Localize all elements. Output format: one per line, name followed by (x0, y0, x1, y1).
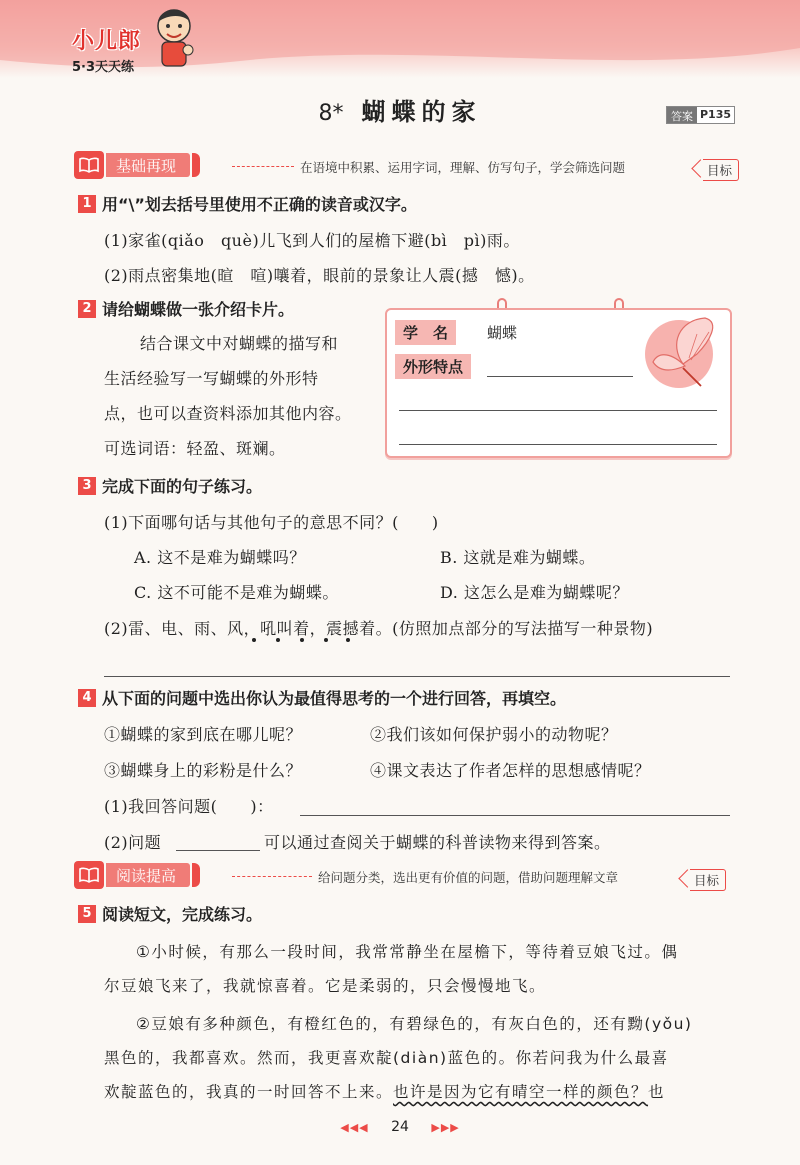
section-goal: 给问题分类，选出更有价值的问题，借助问题理解文章 (318, 870, 619, 885)
question-title: 阅读短文，完成练习。 (102, 905, 263, 924)
q3-option-c[interactable]: C. 这不可能不是难为蝴蝶。 (134, 583, 339, 602)
book-icon (74, 861, 104, 889)
card-name-value: 蝴蝶 (487, 324, 518, 342)
page-footer (0, 1119, 800, 1135)
question-title: 用“\”划去括号里使用不正确的读音或汉字。 (102, 195, 417, 214)
q4-blank[interactable] (176, 850, 260, 851)
left-arrows-icon: ◀◀◀ (340, 1121, 369, 1134)
question-2-header (78, 297, 294, 320)
q3-option-a[interactable]: A. 这不是难为蝴蝶吗？ (134, 548, 306, 567)
passage-line: 尔豆娘飞来了，我就惊喜着。它是柔弱的，只会慢慢地飞。 (104, 977, 547, 995)
goal-tag: 目标 (703, 159, 739, 181)
section-banner-basic (74, 150, 200, 180)
section-banner-reading (74, 860, 200, 890)
question-5-header (78, 902, 262, 925)
section-divider (232, 876, 312, 877)
right-arrows-icon: ▶▶▶ (431, 1121, 460, 1134)
q3-answer-line[interactable] (104, 676, 730, 677)
answer-label: 答案 (667, 107, 697, 123)
q2-desc-line: 可选词语：轻盈、斑斓。 (104, 439, 286, 458)
q1-item-1: (1)家雀(qiǎo què)儿飞到人们的屋檐下避(bì pì)雨。 (104, 231, 520, 250)
question-title: 请给蝴蝶做一张介绍卡片。 (102, 300, 295, 319)
question-title: 完成下面的句子练习。 (102, 477, 263, 496)
q4-answer-line[interactable] (300, 815, 730, 816)
goal-tag: 目标 (690, 869, 726, 891)
section-notch (192, 153, 200, 177)
q4-fill-1: (1)我回答问题( )： (104, 797, 274, 816)
passage-line: ①小时候，有那么一段时间，我常常静坐在屋檐下，等待着豆娘飞过。偶 (136, 943, 679, 961)
q2-desc-line: 点，也可以查资料添加其他内容。 (104, 404, 352, 423)
butterfly-intro-card (385, 308, 732, 458)
q3-option-d[interactable]: D. 这怎么是难为蝴蝶呢？ (440, 583, 629, 602)
question-title: 从下面的问题中选出你认为最值得思考的一个进行回答，再填空。 (102, 689, 567, 708)
section-label: 基础再现 (106, 153, 190, 177)
question-number: 5 (78, 905, 96, 923)
passage-text: 也 (648, 1083, 666, 1101)
answer-reference (666, 106, 735, 124)
q2-desc-line: 生活经验写一写蝴蝶的外形特 (104, 369, 319, 388)
q3-option-b[interactable]: B. 这就是难为蝴蝶。 (440, 548, 596, 567)
lesson-number: 8* (318, 101, 344, 126)
q4-item[interactable]: ①蝴蝶的家到底在哪儿呢？ (104, 725, 303, 744)
question-number: 2 (78, 300, 96, 318)
passage-text: 欢靛蓝色的，我真的一时回答不上来。 (104, 1083, 394, 1101)
q3-sub-1: (1)下面哪句话与其他句子的意思不同？( ) (104, 513, 439, 532)
card-answer-line[interactable] (399, 444, 717, 445)
question-1-header (78, 192, 417, 215)
brand-logo (72, 24, 141, 75)
question-number: 1 (78, 195, 96, 213)
book-icon (74, 151, 104, 179)
card-answer-line[interactable] (487, 376, 633, 377)
answer-page: P135 (697, 107, 734, 123)
q2-desc-line: 结合课文中对蝴蝶的描写和 (140, 334, 339, 353)
question-number: 4 (78, 689, 96, 707)
section-label: 阅读提高 (106, 863, 190, 887)
mascot-boy-icon (150, 4, 198, 72)
passage-line: ②豆娘有多种颜色，有橙红色的，有碧绿色的，有灰白色的，还有黝(yǒu) (136, 1015, 693, 1033)
passage-wavy-underline: 也许是因为它有晴空一样的颜色？ (393, 1083, 649, 1101)
emphasis-dots (248, 636, 368, 644)
q4-fill-2b: 可以通过查阅关于蝴蝶的科普读物来得到答案。 (264, 833, 611, 852)
card-answer-line[interactable] (399, 410, 717, 411)
question-4-header (78, 686, 566, 709)
passage-line: 黑色的，我都喜欢。然而，我更喜欢靛(diàn)蓝色的。你若问我为什么最喜 (104, 1049, 669, 1067)
q1-item-2: (2)雨点密集地(暄 喧)嚷着，眼前的景象让人震(撼 憾)。 (104, 266, 535, 285)
section-divider (232, 166, 294, 167)
section-goal: 在语境中积累、运用字词，理解、仿写句子，学会筛选问题 (300, 160, 626, 175)
q4-item[interactable]: ③蝴蝶身上的彩粉是什么？ (104, 761, 303, 780)
lesson-title-text: 蝴蝶的家 (361, 98, 482, 126)
brand-title: 小儿郎 (72, 29, 142, 54)
q4-item[interactable]: ④课文表达了作者怎样的思想感情呢？ (370, 761, 651, 780)
butterfly-icon (639, 314, 729, 390)
question-number: 3 (78, 477, 96, 495)
question-3-header (78, 474, 262, 497)
page-number: 24 (391, 1119, 409, 1135)
card-feature-label: 外形特点 (395, 354, 471, 379)
brand-subtitle: 5·3天天练 (72, 60, 135, 75)
q4-fill-2a: (2)问题 (104, 833, 162, 852)
section-notch (192, 863, 200, 887)
card-name-label: 学 名 (395, 320, 456, 345)
passage-line (104, 1080, 665, 1102)
q4-item[interactable]: ②我们该如何保护弱小的动物呢？ (370, 725, 618, 744)
q3-sub-2: (2)雷、电、雨、风，吼叫着，震撼着。(仿照加点部分的写法描写一种景物) (104, 619, 654, 638)
